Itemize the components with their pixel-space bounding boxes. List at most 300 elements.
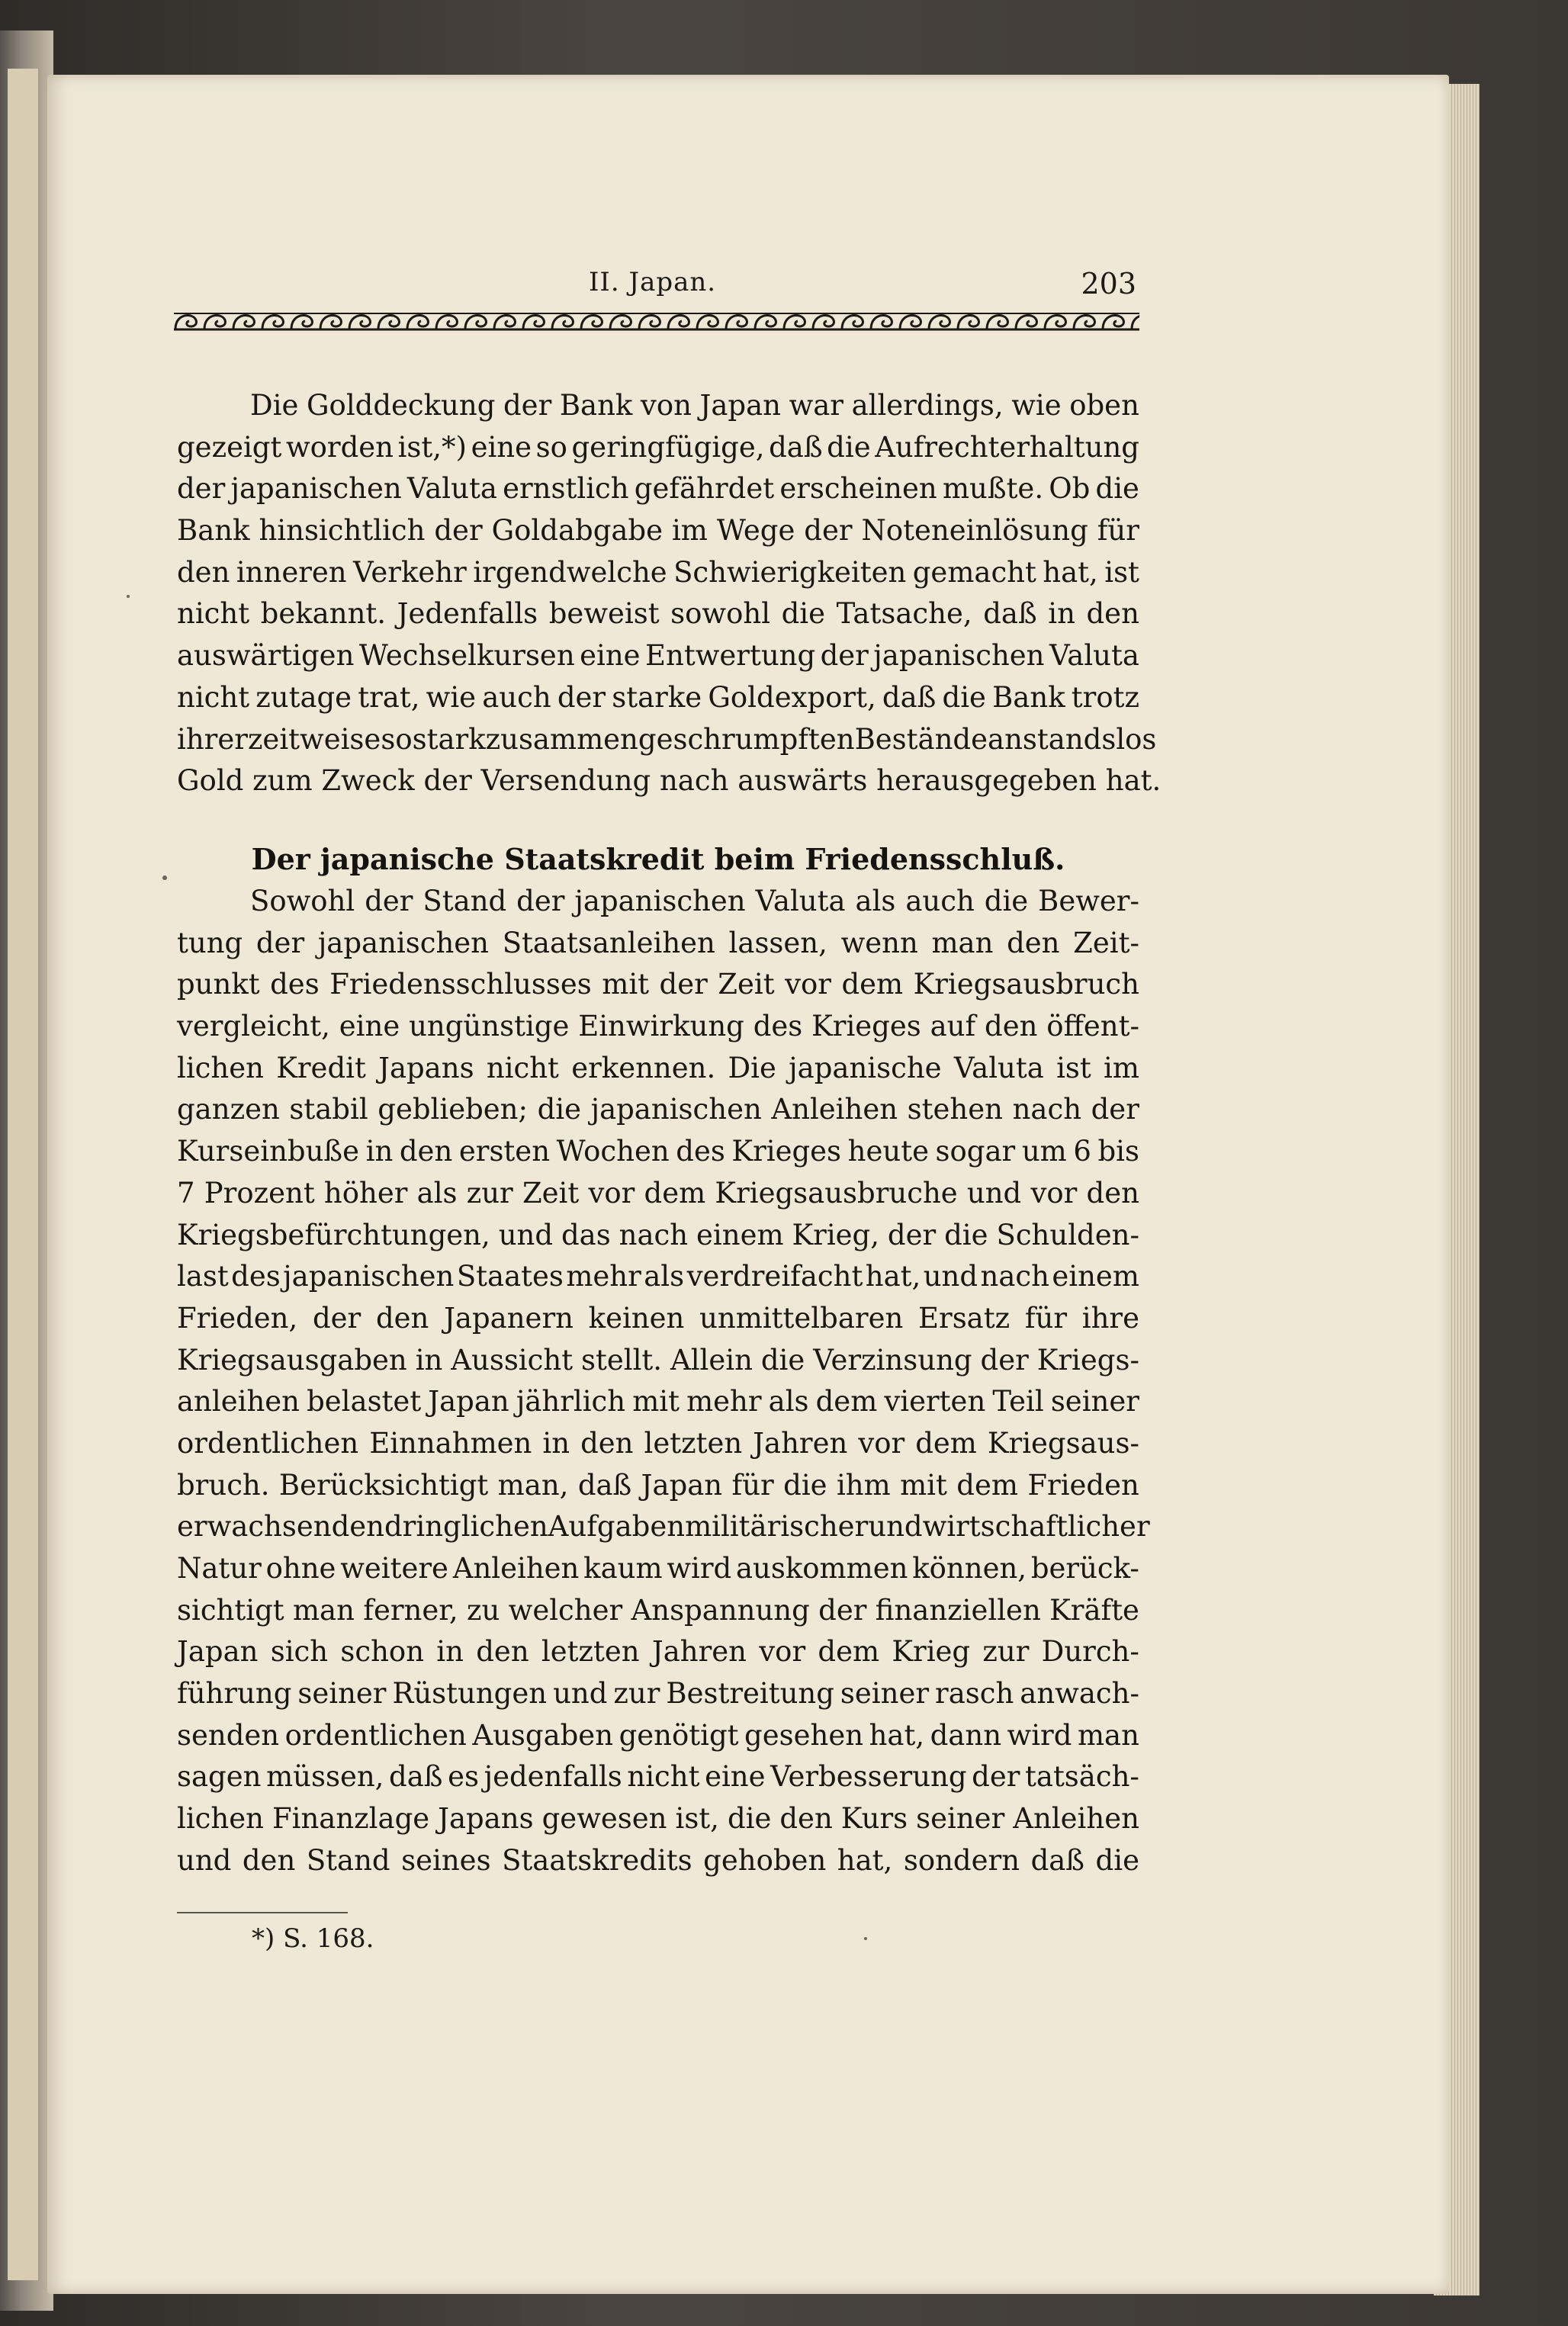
- word: Zeit: [522, 1176, 580, 1210]
- text-line: [177, 1840, 1139, 1882]
- word: auch: [905, 885, 975, 917]
- word: den: [985, 1010, 1038, 1043]
- word: vor: [759, 1635, 806, 1669]
- word: vierten: [884, 1385, 986, 1418]
- word: mit: [602, 968, 650, 1001]
- word: japanischen: [590, 1093, 762, 1126]
- paragraph-1: [177, 385, 1162, 802]
- text-line: [177, 1590, 1139, 1632]
- word: mit: [900, 1468, 947, 1502]
- word: bruch.: [177, 1468, 270, 1502]
- word: nach: [659, 764, 729, 798]
- word: anwach-: [1020, 1677, 1139, 1711]
- word: als: [416, 1176, 458, 1210]
- text-line: [177, 881, 1139, 923]
- page-number: 203: [1081, 267, 1136, 300]
- word: die: [827, 430, 871, 464]
- word: irgendwelche: [473, 555, 667, 589]
- word: Japan: [699, 389, 781, 422]
- word: den: [242, 1843, 296, 1877]
- word: tatsäch-: [1025, 1760, 1139, 1794]
- word: Noteneinlösung: [861, 514, 1088, 548]
- text-line: [177, 1465, 1139, 1507]
- word: und: [498, 1218, 554, 1251]
- word: Valuta: [1049, 639, 1139, 673]
- paragraph-2: [177, 881, 1150, 1882]
- word: die: [781, 597, 826, 631]
- text-line: [177, 385, 1139, 427]
- word: man: [931, 926, 994, 959]
- word: mehr: [566, 1260, 641, 1293]
- word: vergleicht,: [177, 1010, 330, 1043]
- word: stabil: [289, 1093, 368, 1126]
- word: Aussicht: [451, 1343, 574, 1377]
- word: Tatsache,: [836, 597, 972, 631]
- word: Ob: [1049, 472, 1091, 506]
- text-line: [177, 1340, 1139, 1382]
- word: eine: [339, 1010, 400, 1043]
- word: bekannt.: [260, 597, 387, 631]
- word: der: [887, 1218, 937, 1251]
- word: der: [804, 514, 853, 548]
- word: höher: [323, 1176, 408, 1210]
- word: 7: [177, 1176, 195, 1210]
- word: Kriegsaus-: [987, 1426, 1139, 1460]
- text-line: [177, 1048, 1139, 1090]
- word: bis: [1097, 1135, 1139, 1168]
- word: daß: [389, 1760, 443, 1794]
- word: dem: [815, 1385, 878, 1418]
- word: worden: [285, 430, 394, 464]
- word: Japans: [378, 1051, 474, 1084]
- word: lassen,: [728, 926, 827, 959]
- word: ordentlichen: [284, 1718, 467, 1752]
- word: Finanzlage: [272, 1802, 430, 1836]
- word: seiner: [1050, 1385, 1139, 1418]
- word: erkennen.: [571, 1051, 716, 1084]
- word: Japanern: [444, 1301, 574, 1335]
- text-line: [177, 923, 1139, 965]
- word: Krieges: [811, 1010, 921, 1043]
- word: den: [399, 1135, 453, 1168]
- word: Stand: [306, 1843, 390, 1877]
- word: dem: [915, 1426, 977, 1460]
- word: Gold: [177, 764, 244, 798]
- word: keinen: [588, 1301, 685, 1335]
- word: den: [779, 1802, 833, 1836]
- word: Ausgaben: [472, 1718, 614, 1752]
- word: Anleihen: [1013, 1802, 1139, 1836]
- word: die: [760, 1343, 805, 1377]
- text-line: [177, 1715, 1139, 1757]
- word: jedenfalls: [484, 1760, 622, 1794]
- word: den: [1086, 1176, 1139, 1210]
- word: nicht: [486, 1051, 559, 1084]
- word: japanischen: [574, 885, 746, 917]
- word: letzten: [541, 1635, 640, 1669]
- word: Japan: [641, 1468, 723, 1502]
- text-line: [177, 593, 1139, 635]
- word: daß: [882, 680, 937, 714]
- word: in: [542, 1426, 570, 1460]
- word: ersten: [458, 1135, 551, 1168]
- word: den: [375, 1301, 429, 1335]
- word: Staates: [456, 1260, 564, 1293]
- word: rasch: [935, 1677, 1014, 1711]
- word: auskommen: [735, 1552, 908, 1585]
- word: Entwertung: [644, 639, 816, 673]
- word: der: [434, 514, 483, 548]
- paper-speck: [127, 595, 130, 598]
- text-line: [177, 427, 1139, 469]
- word: Schulden-: [996, 1218, 1139, 1251]
- word: den: [177, 555, 230, 589]
- word: Goldexport,: [708, 680, 876, 714]
- word: der: [659, 968, 708, 1001]
- word: öffent-: [1046, 1010, 1139, 1043]
- word: wird: [1007, 1718, 1072, 1752]
- word: Kriegsausgaben: [177, 1343, 407, 1377]
- word: der: [516, 885, 565, 917]
- word: kaum: [583, 1552, 663, 1585]
- word: Kriegsausbruch: [913, 968, 1139, 1001]
- word: den: [1086, 597, 1139, 631]
- word: seiner: [840, 1677, 930, 1711]
- word: der: [365, 885, 413, 917]
- word: weitere: [340, 1552, 448, 1585]
- word: Wochen: [556, 1135, 670, 1168]
- text-line: [177, 635, 1139, 677]
- word: als: [768, 1385, 809, 1418]
- text-line: [177, 1548, 1139, 1590]
- word: Verkehr: [353, 555, 467, 589]
- word: der: [972, 1760, 1020, 1794]
- word: Kurs: [840, 1802, 908, 1836]
- word: den: [476, 1635, 529, 1669]
- text-line: [177, 1506, 1150, 1548]
- word: die: [537, 1093, 581, 1126]
- word: den: [580, 1426, 634, 1460]
- word: einem: [696, 1218, 784, 1251]
- word: stark: [412, 722, 486, 756]
- word: beweist: [548, 597, 660, 631]
- word: wirtschaftlicher: [922, 1510, 1150, 1544]
- word: hat,: [869, 1718, 925, 1752]
- word: der: [177, 472, 226, 506]
- word: Golddeckung: [306, 389, 496, 422]
- word: Frieden,: [177, 1301, 298, 1335]
- word: sich: [270, 1635, 329, 1669]
- word: wenn: [840, 926, 918, 959]
- word: dem: [818, 1635, 880, 1669]
- word: auch: [482, 680, 551, 714]
- word: so: [381, 722, 413, 756]
- word: herausgegeben: [876, 764, 1097, 798]
- word: Einwirkung: [578, 1010, 744, 1043]
- word: Bestände: [854, 722, 988, 756]
- text-line: [177, 1631, 1139, 1673]
- word: hat,: [865, 1260, 921, 1293]
- section-heading: Der japanische Staatskredit beim Friedensschluß.: [251, 842, 1065, 876]
- word: ganzen: [177, 1093, 280, 1126]
- word: japanische: [789, 1051, 942, 1084]
- word: Ersatz: [918, 1301, 1011, 1335]
- word: anleihen: [177, 1385, 300, 1418]
- word: Krieges: [731, 1135, 842, 1168]
- text-line: [177, 1423, 1139, 1465]
- word: Kriegsbefürchtungen,: [177, 1218, 490, 1251]
- word: müssen,: [266, 1760, 384, 1794]
- word: der: [1091, 1093, 1139, 1126]
- text-line: [177, 719, 1157, 761]
- word: daß: [983, 597, 1037, 631]
- word: Bank: [177, 514, 250, 548]
- word: Allein: [670, 1343, 753, 1377]
- text-line: [177, 1298, 1139, 1340]
- word: gezeigt: [177, 430, 282, 464]
- word: dem: [956, 1468, 1018, 1502]
- word: Bestreitung: [666, 1677, 834, 1711]
- word: ist,*): [397, 430, 467, 464]
- word: eine: [580, 639, 641, 673]
- word: daß: [1030, 1843, 1085, 1877]
- word: Jahren: [651, 1635, 747, 1669]
- word: sondern: [903, 1843, 1020, 1877]
- word: finanziellen: [875, 1593, 1041, 1627]
- text-line: [177, 1381, 1139, 1423]
- word: allerdings,: [851, 389, 1004, 422]
- word: die: [783, 1468, 827, 1502]
- word: zum: [252, 764, 313, 798]
- word: Staatskredits: [502, 1843, 692, 1877]
- word: das: [561, 1218, 611, 1251]
- word: der: [423, 764, 472, 798]
- word: für: [1024, 1301, 1068, 1335]
- word: können,: [912, 1552, 1027, 1585]
- word: ihm: [836, 1468, 891, 1502]
- text-line: [177, 760, 1162, 802]
- word: Bank: [992, 680, 1065, 714]
- word: und: [966, 1176, 1022, 1210]
- word: Krieg,: [792, 1218, 879, 1251]
- word: Valuta: [755, 885, 846, 917]
- word: gewesen: [541, 1802, 667, 1836]
- word: des: [676, 1135, 725, 1168]
- word: auswärtigen: [177, 639, 355, 673]
- word: der: [820, 639, 869, 673]
- word: ferner,: [363, 1593, 458, 1627]
- word: der: [312, 1301, 361, 1335]
- word: vor: [588, 1176, 635, 1210]
- word: in: [365, 1135, 394, 1168]
- word: berück-: [1030, 1552, 1139, 1585]
- word: vor: [785, 968, 831, 1001]
- word: Verbesserung: [770, 1760, 967, 1794]
- word: Stand: [423, 885, 507, 917]
- word: um: [1021, 1135, 1067, 1168]
- word: dem: [644, 1176, 706, 1210]
- word: 6: [1073, 1135, 1091, 1168]
- word: man: [292, 1593, 355, 1627]
- word: in: [415, 1343, 443, 1377]
- word: verdreifacht: [686, 1260, 863, 1293]
- text-line: [177, 1089, 1139, 1131]
- word: der: [818, 1593, 867, 1627]
- word: japanischen: [873, 639, 1045, 673]
- word: Staatsanleihen: [502, 926, 715, 959]
- word: daß: [577, 1468, 632, 1502]
- word: ernstlich: [503, 472, 629, 506]
- word: wie: [1011, 389, 1062, 422]
- word: dem: [841, 968, 904, 1001]
- word: zur: [982, 1635, 1030, 1669]
- word: zu: [467, 1593, 500, 1627]
- word: im: [671, 514, 708, 548]
- word: Kräfte: [1049, 1593, 1139, 1627]
- word: Zeit: [718, 968, 775, 1001]
- word: zur: [613, 1677, 660, 1711]
- word: ungünstige: [409, 1010, 570, 1043]
- word: punkt: [177, 968, 260, 1001]
- word: es: [448, 1760, 479, 1794]
- word: des: [231, 1260, 281, 1293]
- word: dringlichen: [384, 1510, 548, 1544]
- word: Die: [728, 1051, 776, 1084]
- word: Teil: [992, 1385, 1044, 1418]
- word: nach: [1012, 1093, 1082, 1126]
- word: inneren: [236, 555, 347, 589]
- footnote-rule: [177, 1912, 348, 1913]
- word: hinsichtlich: [259, 514, 426, 548]
- word: die: [1095, 472, 1139, 506]
- word: oben: [1069, 389, 1139, 422]
- word: sagen: [177, 1760, 262, 1794]
- word: erscheinen: [779, 472, 937, 506]
- word: gemacht: [912, 555, 1036, 589]
- word: auswärts: [737, 764, 868, 798]
- word: Japan: [177, 1635, 259, 1669]
- word: seiner: [916, 1802, 1005, 1836]
- word: Japan: [428, 1385, 509, 1418]
- word: für: [1097, 514, 1139, 548]
- word: die: [942, 680, 986, 714]
- word: ist: [1104, 555, 1139, 589]
- word: japanischen: [230, 472, 402, 506]
- word: Natur: [177, 1552, 262, 1585]
- word: der: [980, 1343, 1029, 1377]
- word: zeitweise: [247, 722, 381, 756]
- word: vor: [858, 1426, 905, 1460]
- text-line: [177, 1673, 1139, 1715]
- word: man,: [497, 1468, 569, 1502]
- paper-speck: [864, 1937, 867, 1940]
- word: gehoben: [703, 1843, 827, 1877]
- word: Valuta: [953, 1051, 1044, 1084]
- word: geringfügige,: [571, 430, 765, 464]
- word: Die: [250, 389, 299, 422]
- word: daß: [769, 430, 823, 464]
- word: Zeit-: [1073, 926, 1139, 959]
- word: Japans: [438, 1802, 534, 1836]
- word: geblieben;: [378, 1093, 528, 1126]
- word: seiner: [297, 1677, 387, 1711]
- word: tung: [177, 926, 243, 959]
- word: trotz: [1071, 680, 1139, 714]
- word: nicht: [177, 597, 250, 631]
- word: Valuta: [406, 472, 497, 506]
- word: man: [1077, 1718, 1139, 1752]
- word: der: [503, 389, 552, 422]
- word: nicht: [627, 1760, 700, 1794]
- word: belastet: [307, 1385, 422, 1418]
- word: Bewer-: [1038, 885, 1139, 917]
- word: eine: [471, 430, 532, 464]
- word: trat,: [358, 680, 420, 714]
- word: die: [984, 885, 1029, 917]
- word: ohne: [265, 1552, 336, 1585]
- word: Kriegs-: [1036, 1343, 1139, 1377]
- word: Berücksichtigt: [278, 1468, 489, 1502]
- word: hat,: [1043, 555, 1098, 589]
- word: lichen: [177, 1051, 264, 1084]
- word: Friedensschlusses: [329, 968, 592, 1001]
- word: zutage: [255, 680, 352, 714]
- word: stellt.: [580, 1343, 663, 1377]
- word: für: [731, 1468, 774, 1502]
- word: war: [789, 389, 843, 422]
- word: last: [177, 1260, 229, 1293]
- word: der: [557, 680, 606, 714]
- word: mußte.: [942, 472, 1044, 506]
- word: hat.: [1105, 764, 1162, 798]
- word: militärischer: [685, 1510, 869, 1544]
- word: führung: [177, 1677, 292, 1711]
- word: zusammengeschrumpften: [485, 722, 855, 756]
- word: wird: [667, 1552, 732, 1585]
- word: Wege: [716, 514, 795, 548]
- word: nach: [619, 1218, 689, 1251]
- word: dann: [930, 1718, 1002, 1752]
- text-line: [177, 1131, 1139, 1173]
- word: seines: [401, 1843, 491, 1877]
- word: genötigt: [619, 1718, 739, 1752]
- footnote: *) S. 168.: [252, 1923, 374, 1954]
- text-line: [177, 1215, 1139, 1257]
- word: vor: [1030, 1176, 1078, 1210]
- word: Kurseinbuße: [177, 1135, 360, 1168]
- text-line: [177, 964, 1139, 1006]
- word: nach: [980, 1260, 1049, 1293]
- word: Frieden: [1027, 1468, 1139, 1502]
- word: sichtigt: [177, 1593, 284, 1627]
- word: hat,: [837, 1843, 893, 1877]
- word: Sowohl: [250, 885, 355, 917]
- word: von: [640, 389, 692, 422]
- word: ihrer: [177, 722, 248, 756]
- word: erwachsenden: [177, 1510, 384, 1544]
- word: des: [270, 968, 320, 1001]
- word: Einnahmen: [369, 1426, 532, 1460]
- word: ihre: [1081, 1301, 1139, 1335]
- word: Bank: [559, 389, 633, 422]
- word: als: [855, 885, 896, 917]
- text-line: [177, 1756, 1139, 1798]
- word: gesehen: [744, 1718, 864, 1752]
- word: senden: [177, 1718, 280, 1752]
- word: jährlich: [516, 1385, 626, 1418]
- word: lichen: [177, 1802, 264, 1836]
- word: und: [923, 1260, 978, 1293]
